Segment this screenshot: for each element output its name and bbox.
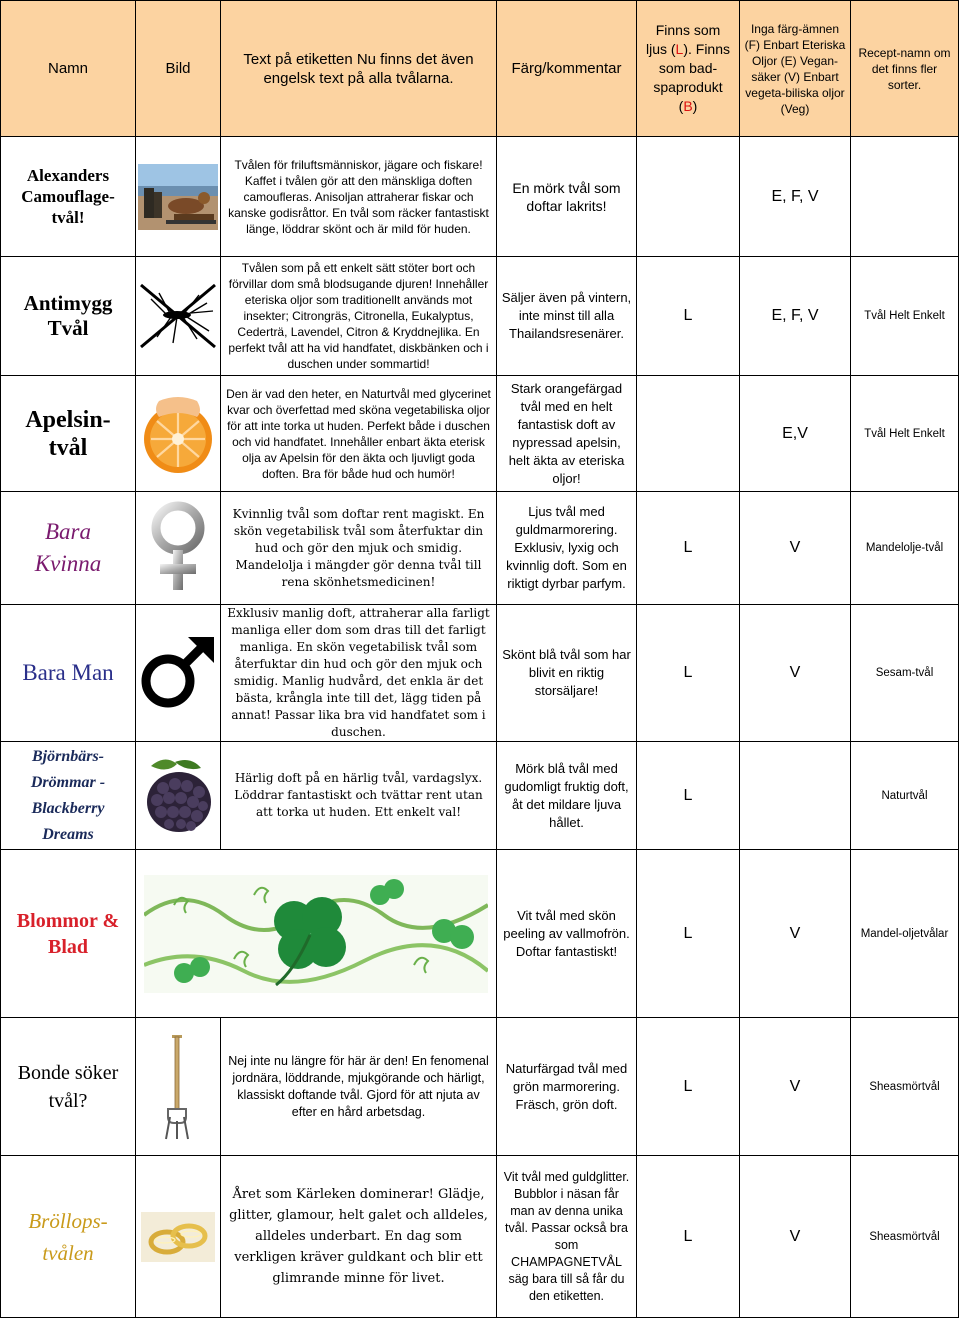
header-row: [1, 1, 959, 137]
leaves-vines-icon: [144, 875, 488, 993]
soap-name: Bara Man: [1, 605, 136, 742]
soap-availability: L: [637, 850, 740, 1018]
hunting-scene-icon: [138, 164, 218, 230]
table-row: [1, 137, 959, 257]
soap-color-comment: Vit tvål med skön peeling av vallmofrön. Doftar fantastiskt!: [497, 850, 637, 1018]
header-availability-B: B: [683, 98, 693, 114]
soap-image: [136, 1018, 221, 1156]
female-symbol-icon: [146, 500, 210, 596]
table-row: [1, 376, 959, 492]
soap-availability: L: [637, 742, 740, 850]
soap-image: [136, 137, 221, 257]
soap-color-comment: Stark orangefärgad tvål med en helt fantastisk doft av nypressad apelsin, helt äkta av eteriska oljor!: [497, 376, 637, 492]
soap-image: [136, 742, 221, 850]
soap-description: Härlig doft på en härlig tvål, vardagslyx. Löddrar fantastiskt och tvättar rent utan att torka ut huden. Ett enkelt val!: [221, 742, 497, 850]
soap-ingredients: V: [740, 1156, 851, 1318]
header-image: Bild: [136, 1, 221, 137]
table-row: [1, 1018, 959, 1156]
soap-description: Året som Kärleken dominerar! Glädje, glitter, glamour, helt galet och alldeles, alldeles underbart. En dag som verkligen kräver guldkant och blir ett glimrande minne för livet.: [221, 1156, 497, 1318]
soap-name: Antimygg Tvål: [1, 257, 136, 376]
soap-color-comment: Vit tvål med guldglitter. Bubblor i näsan får man av denna unika tvål. Passar också bra som CHAMPAGNETVÅL säg bara till så får du den etiketten.: [497, 1156, 637, 1318]
header-availability-L: L: [675, 41, 684, 57]
table-row: [1, 605, 959, 742]
soap-ingredients: E,V: [740, 376, 851, 492]
soap-image: [136, 850, 497, 1018]
soap-color-comment: En mörk tvål som doftar lakrits!: [497, 137, 637, 257]
soap-availability: L: [637, 605, 740, 742]
soap-description: Nej inte nu längre för här är den! En fenomenal jordnära, löddrande, mjukgörande och härligt, klassiskt doftande tvål. Gjord för att njuta av efter en hård arbetsdag.: [221, 1018, 497, 1156]
soap-availability: [637, 137, 740, 257]
soap-color-comment: Mörk blå tvål med gudomligt fruktig doft, åt det mildare ljuva hållet.: [497, 742, 637, 850]
soap-name: Bonde söker tvål?: [1, 1018, 136, 1156]
table-row: [1, 492, 959, 605]
soap-recipe: Sheasmörtvål: [851, 1156, 959, 1318]
soap-ingredients: V: [740, 850, 851, 1018]
male-symbol-icon: [136, 631, 220, 715]
soap-availability: L: [637, 1018, 740, 1156]
pitchfork-icon: [158, 1033, 198, 1141]
header-label-text: Text på etiketten Nu finns det även engelsk text på alla tvålarna.: [221, 1, 497, 137]
soap-ingredients: V: [740, 1018, 851, 1156]
table-row: [1, 257, 959, 376]
soap-availability: [637, 376, 740, 492]
soap-name: Blommor & Blad: [1, 850, 136, 1018]
soap-image: [136, 376, 221, 492]
soap-recipe: Sesam-tvål: [851, 605, 959, 742]
soap-color-comment: Ljus tvål med guldmarmorering. Exklusiv, lyxig och kvinnlig doft. Som en riktigt dyrbar parfym.: [497, 492, 637, 605]
soap-image: [136, 257, 221, 376]
header-name: Namn: [1, 1, 136, 137]
soap-name: Bröllops-tvålen: [1, 1156, 136, 1318]
soap-ingredients: [740, 742, 851, 850]
soap-image: [136, 492, 221, 605]
soap-ingredients: E, F, V: [740, 137, 851, 257]
header-recipe: Recept-namn om det finns fler sorter.: [851, 1, 959, 137]
header-availability-text-3: ): [692, 98, 698, 114]
soap-availability: L: [637, 492, 740, 605]
soap-ingredients: V: [740, 605, 851, 742]
soap-name: Apelsin-tvål: [1, 376, 136, 492]
header-availability: [637, 1, 740, 137]
soap-recipe: [851, 137, 959, 257]
soap-image: [136, 605, 221, 742]
soap-name: Bara Kvinna: [1, 492, 136, 605]
blackberry-icon: [137, 754, 219, 838]
wedding-rings-icon: [141, 1212, 215, 1262]
soap-color-comment: Naturfärgad tvål med grön marmorering. Fräsch, grön doft.: [497, 1018, 637, 1156]
table-row: [1, 850, 959, 1018]
header-color-comment: Färg/kommentar: [497, 1, 637, 137]
soap-description: Tvålen som på ett enkelt sätt stöter bort och förvillar dom små blodsugande djuren! Innehåller eteriska oljor som traditionellt används mot insekter; Citrongräs, Citronella, Eukalyptus, Cederträ, Lavendel, Citron & Kryddnejlika. En perfekt tvål att ha vid handfatet, diskbänken och i duschen under sommartid!: [221, 257, 497, 376]
soap-color-comment: Säljer även på vintern, inte minst till alla Thailandsresenärer.: [497, 257, 637, 376]
soap-ingredients: E, F, V: [740, 257, 851, 376]
soap-color-comment: Skönt blå tvål som har blivit en riktig storsäljare!: [497, 605, 637, 742]
soap-recipe: Mandel-oljetvålar: [851, 850, 959, 1018]
soap-availability: L: [637, 1156, 740, 1318]
header-ingredients: Inga färg-ämnen (F) Enbart Eteriska Oljor (E) Vegan-säker (V) Enbart vegeta-biliska oljor (Veg): [740, 1, 851, 137]
soap-recipe: Tvål Helt Enkelt: [851, 257, 959, 376]
soap-recipe: Tvål Helt Enkelt: [851, 376, 959, 492]
soap-recipe: Sheasmörtvål: [851, 1018, 959, 1156]
soap-description: Kvinnlig tvål som doftar rent magiskt. En skön vegetabilisk tvål som återfuktar din hud och gör den mjuk och smidig. Mandelolja i mängder gör denna tvål till rena skönhetsmedicinen!: [221, 492, 497, 605]
soap-recipe: Mandelolje-tvål: [851, 492, 959, 605]
soap-ingredients: V: [740, 492, 851, 605]
soap-description: Tvålen för friluftsmänniskor, jägare och fiskare! Kaffet i tvålen gör att den mänskliga doften camoufleras. Anisoljan attraherar fiskar och kanske godisråttor. En tvål som räcker fantastiskt länge, löddrar skönt och är mild för huden.: [221, 137, 497, 257]
header-availability-text-2: ). Finns som bad-spaprodukt (: [653, 41, 731, 114]
soap-availability: L: [637, 257, 740, 376]
soap-image: [136, 1156, 221, 1318]
header-availability-text-1: Finns som ljus (: [645, 22, 721, 57]
soap-name: Alexanders Camouflage-tvål!: [1, 137, 136, 257]
table-row: [1, 742, 959, 850]
crossed-mosquito-icon: [137, 281, 219, 351]
soap-recipe: Naturtvål: [851, 742, 959, 850]
soap-description: Exklusiv manlig doft, attraherar alla farligt manliga eller dom som dras till det farligt manliga. En skön vegetabilisk tvål som återfuktar din hud och gör den mjuk och smidig. Manlig hudvård, det enkla är det bästa, krångla inte till det, lägg tiden på annat! Passar lika bra vid handfatet som i duschen.: [221, 605, 497, 742]
orange-peel-icon: [137, 391, 219, 477]
soap-name: Björnbärs-Drömmar - Blackberry Dreams: [1, 742, 136, 850]
table-row: [1, 1156, 959, 1318]
soap-description: Den är vad den heter, en Naturtvål med glycerinet kvar och överfettad med sköna vegetabiliska oljor för att inte torka ut huden. Perfekt både i duschen och vid handfatet. Innehåller enbart äkta eterisk olja av Apelsin för den äkta och ljuvligt goda doften. Bra för både hud och humör!: [221, 376, 497, 492]
